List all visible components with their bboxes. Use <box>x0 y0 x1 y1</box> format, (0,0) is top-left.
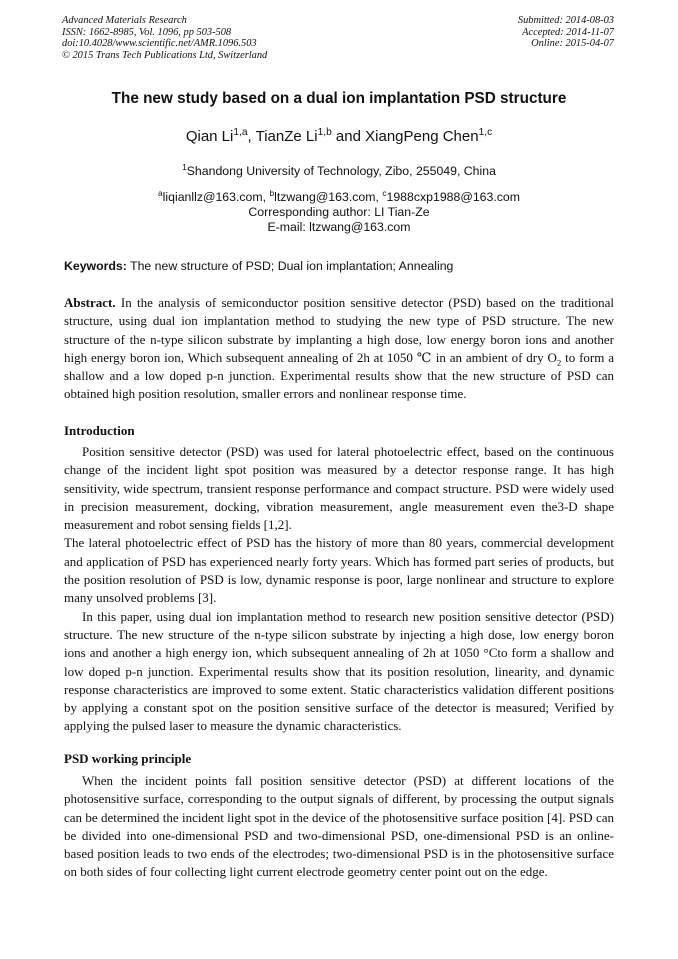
paragraph: Position sensitive detector (PSD) was used for lateral photoelectric effect, based on the continuous change of the incident light spot position was measured by a detector response range. It has high sensitivity, wide spectrum, transient response performance and compact structure. PSD were widely used in precision measurement, docking, vibration measurement, angle measurement even the3-D shape measurement and robot sensing fields [1,2]. <box>64 444 614 533</box>
author-affil-mark: 1,a <box>233 127 248 138</box>
paragraph: The lateral photoelectric effect of PSD has the history of more than 80 years, commercial development and application of PSD has experienced nearly forty years. Which has formed part series of products, but the position resolution of PSD is low, dynamic response is poor, large nonlinear and structure to explore many unsolved problems [3]. <box>64 535 614 606</box>
author-affil-mark: 1,b <box>317 127 332 138</box>
author-list <box>0 128 678 145</box>
online-date: Online: 2015-04-07 <box>531 38 614 50</box>
abstract <box>64 294 614 404</box>
contact-block <box>0 187 678 235</box>
affil-text: Shandong University of Technology, Zibo, 255049, China <box>186 164 496 178</box>
abstract-subscript: 2 <box>556 357 562 368</box>
keywords <box>64 259 453 273</box>
author-separator: and <box>331 128 366 145</box>
email-mark: a <box>158 187 163 198</box>
issn-line: ISSN: 1662-8985, Vol. 1096, pp 503-508 <box>62 26 232 38</box>
affil-mark: 1 <box>182 161 187 172</box>
introduction-section <box>64 443 614 736</box>
affiliation <box>0 161 678 178</box>
corresponding-author: Corresponding author: LI Tian-Ze <box>248 205 430 219</box>
submitted-date: Submitted: 2014-08-03 <box>517 15 614 26</box>
corresponding-email: E-mail: ltzwang@163.com <box>267 220 411 234</box>
abstract-text: In the analysis of semiconductor position sensitive detector (PSD) based on the traditional structure, using dual ion implantation method to studying the new type of PSD structure. The new structure of the n-type silicon substrate by implanting a high dose, low energy boron ions and another high energy boron ion, Which subsequent annealing of 2h at 1050 ℃ in an ambient of dry O <box>64 295 614 365</box>
abstract-label: Abstract. <box>64 295 116 310</box>
journal-header-right <box>518 15 614 50</box>
section-heading-introduction: Introduction <box>64 423 135 438</box>
copyright-line: © 2015 Trans Tech Publications Ltd, Switzerland <box>62 49 268 61</box>
author-name: XiangPeng Chen <box>365 128 479 145</box>
email-mark: c <box>382 187 387 198</box>
journal-header-left <box>62 15 267 61</box>
abstract-text-cont: to form a shallow and a low doped p-n junction. Experimental results show that the new structure of PSD can obtained high position resolution, smaller errors and nonlinear response time. <box>64 349 614 402</box>
psd-working-principle-section <box>64 772 614 882</box>
author-affil-mark: 1,c <box>478 127 493 138</box>
email-c: 1988cxp1988@163.com <box>386 190 520 204</box>
section-heading-psd-working-principle: PSD working principle <box>64 751 192 766</box>
author-name: Qian Li <box>185 128 234 145</box>
paragraph: When the incident points fall position sensitive detector (PSD) at different locations of the photosensitive surface, corresponding to the output signals of different, by processing the output signals can be determined the incident light spot in the device of the photosensitive surface position [4]. PSD can be divided into one-dimensional PSD and two-dimensional PSD, one-dimensional PSD is an online-based position leads to two ends of the electrodes; two-dimensional PSD is in the photosensitive surface on both sides of four collecting light current electrode geometry center point out on the edge. <box>64 773 614 880</box>
email-mark: b <box>269 187 275 198</box>
journal-name: Advanced Materials Research <box>62 15 187 26</box>
author-separator: , <box>247 128 256 145</box>
accepted-date: Accepted: 2014-11-07 <box>522 26 614 38</box>
paragraph: In this paper, using dual ion implantation method to research new position sensitive detector (PSD) structure. The new structure of the n-type silicon substrate by injecting a high dose, low energy boron ions and another a high energy ion, which subsequent annealing of 2h at 1050 °Cto form a shallow and low doped p-n junction. Experimental results show that its position resolution, linearity, and dynamic response characteristics are improved to some extent. Static characteristics validation different positions by applying a constant spot on the position sensitive surface of the detector is measured; Verified by applying the pulsed laser to measure the dynamic characteristics. <box>64 608 614 734</box>
doi-line: doi:10.4028/www.scientific.net/AMR.1096.503 <box>62 38 257 50</box>
paper-title: The new study based on a dual ion implantation PSD structure <box>111 90 567 107</box>
keywords-label: Keywords: <box>64 259 127 273</box>
email-list <box>0 187 678 205</box>
keywords-text: The new structure of PSD; Dual ion implantation; Annealing <box>126 259 454 273</box>
author-name: TianZe Li <box>255 128 318 145</box>
email-a: liqianllz@163.com, <box>162 190 270 204</box>
email-b: ltzwang@163.com, <box>274 190 383 204</box>
